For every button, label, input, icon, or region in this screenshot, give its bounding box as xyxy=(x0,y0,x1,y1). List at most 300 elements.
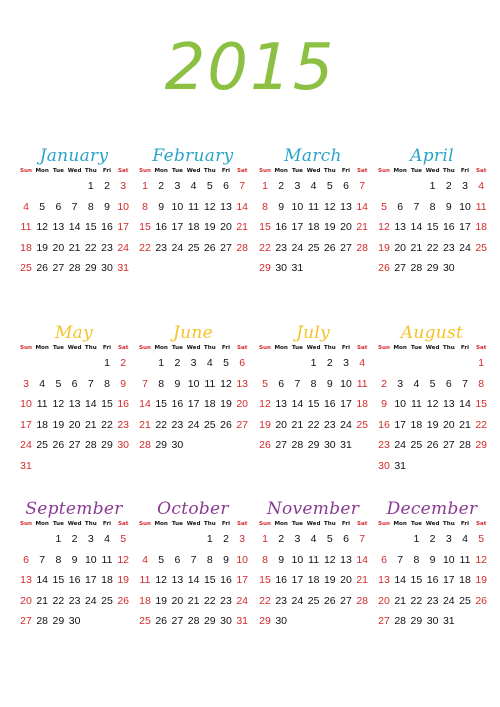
weekday-label: Mon xyxy=(274,521,288,527)
day-cell: 31 xyxy=(236,615,249,628)
day-cell: 15 xyxy=(410,574,423,587)
day-cell: 3 xyxy=(190,357,197,369)
day-cell: 29 xyxy=(426,262,439,275)
day-cell: 18 xyxy=(139,594,151,607)
day-cell: 14 xyxy=(236,200,249,213)
day-cell: 3 xyxy=(445,533,452,545)
day-cell: 11 xyxy=(204,377,216,390)
weekday-header xyxy=(257,343,369,353)
weekday-label: Tue xyxy=(52,345,64,351)
day-cell: 9 xyxy=(223,553,229,566)
day-cell: 22 xyxy=(101,418,113,431)
day-cell: 29 xyxy=(410,615,423,628)
day-cell: 28 xyxy=(291,439,304,452)
weekday-label: Sun xyxy=(20,168,32,174)
day-cell: 30 xyxy=(117,439,130,452)
day-cell: 3 xyxy=(239,533,246,545)
day-cell: 18 xyxy=(36,418,49,431)
day-cell: 14 xyxy=(356,200,369,213)
weekday-label: Sun xyxy=(20,521,32,527)
day-cell: 15 xyxy=(475,398,488,411)
day-cell: 29 xyxy=(475,439,488,452)
day-cell: 4 xyxy=(359,357,366,369)
day-cell: 30 xyxy=(323,439,336,452)
day-cell: 17 xyxy=(117,221,130,234)
day-cell: 13 xyxy=(275,398,288,411)
day-cell: 2 xyxy=(278,533,285,545)
day-cell: 19 xyxy=(52,418,65,431)
day-cell: 17 xyxy=(171,221,184,234)
weekday-label: Wed xyxy=(67,168,82,174)
day-cell: 24 xyxy=(394,439,407,452)
day-cell: 22 xyxy=(139,241,151,254)
day-cell: 23 xyxy=(275,594,288,607)
day-cell: 12 xyxy=(323,553,336,566)
day-cell: 27 xyxy=(236,418,249,431)
day-cell: 30 xyxy=(220,615,232,628)
month-name: August xyxy=(400,323,464,343)
weekday-label: Thu xyxy=(203,168,216,174)
weekday-header xyxy=(376,166,488,176)
day-cell: 8 xyxy=(429,200,436,213)
day-cell: 19 xyxy=(323,221,336,234)
weekday-label: Tue xyxy=(291,168,303,174)
day-cell: 16 xyxy=(378,418,390,431)
day-cell: 21 xyxy=(236,221,249,234)
day-cell: 24 xyxy=(340,418,352,431)
weekday-header xyxy=(376,519,488,529)
weekday-label: Thu xyxy=(84,521,97,527)
weekday-label: Mon xyxy=(274,168,288,174)
day-cell: 18 xyxy=(20,241,32,254)
day-cell: 1 xyxy=(262,180,268,192)
month-name: April xyxy=(410,146,454,166)
month-name: December xyxy=(386,499,478,519)
weekday-label: Mon xyxy=(35,345,49,351)
day-cell: 9 xyxy=(174,377,181,390)
month-name: September xyxy=(25,499,123,519)
day-cell: 9 xyxy=(445,200,452,213)
day-cell: 25 xyxy=(307,241,320,254)
day-cell: 18 xyxy=(203,398,216,411)
day-cell: 15 xyxy=(259,574,271,587)
day-cell: 12 xyxy=(378,221,390,234)
day-cell: 15 xyxy=(259,221,271,234)
day-cell: 2 xyxy=(381,377,387,390)
day-cell: 2 xyxy=(223,533,229,545)
weekday-label: Sun xyxy=(378,345,390,351)
day-cell: 28 xyxy=(236,241,249,254)
day-cell: 14 xyxy=(291,398,304,411)
day-cell: 6 xyxy=(397,200,404,213)
day-cell: 12 xyxy=(203,200,216,213)
day-cell: 12 xyxy=(155,574,168,587)
weekday-label: Thu xyxy=(442,521,455,527)
day-cell: 15 xyxy=(139,221,151,234)
weekday-label: Sun xyxy=(139,168,151,174)
day-cell: 25 xyxy=(139,615,151,628)
weekday-label: Tue xyxy=(410,168,422,174)
day-cell: 16 xyxy=(155,221,168,234)
weekday-label: Fri xyxy=(341,168,351,174)
day-cell: 18 xyxy=(307,574,320,587)
day-cell: 30 xyxy=(171,439,184,452)
day-cell: 24 xyxy=(171,241,184,254)
weekday-label: Tue xyxy=(52,168,64,174)
day-cell: 28 xyxy=(459,439,471,452)
weekday-label: Sun xyxy=(259,521,271,527)
weekday-label: Thu xyxy=(442,345,455,351)
day-cell: 31 xyxy=(291,262,304,275)
day-cell: 27 xyxy=(68,439,81,452)
day-cell: 7 xyxy=(239,180,246,192)
day-cell: 19 xyxy=(36,241,49,254)
day-cell: 30 xyxy=(68,615,81,628)
day-cell: 6 xyxy=(343,180,349,192)
day-cell: 1 xyxy=(262,533,268,545)
day-cell: 29 xyxy=(259,615,271,628)
day-cell: 19 xyxy=(323,574,336,587)
day-cell: 5 xyxy=(326,533,333,545)
day-cell: 4 xyxy=(142,553,148,566)
day-cell: 5 xyxy=(429,377,436,390)
day-cell: 1 xyxy=(429,180,436,192)
day-cell: 3 xyxy=(23,377,29,390)
day-cell: 11 xyxy=(356,377,368,390)
day-cell: 13 xyxy=(20,574,32,587)
day-cell: 4 xyxy=(413,377,420,390)
day-cell: 24 xyxy=(84,594,97,607)
weekday-header xyxy=(18,166,130,176)
day-cell: 7 xyxy=(359,180,366,192)
day-cell: 18 xyxy=(101,574,113,587)
day-cell: 23 xyxy=(378,439,390,452)
weekday-label: Tue xyxy=(291,345,303,351)
day-cell: 15 xyxy=(426,221,439,234)
day-cell: 23 xyxy=(442,241,455,254)
day-cell: 25 xyxy=(459,594,471,607)
day-cell: 17 xyxy=(394,418,407,431)
day-cell: 29 xyxy=(101,439,113,452)
day-cell: 7 xyxy=(142,377,148,390)
day-cell: 30 xyxy=(378,460,390,472)
day-cell: 13 xyxy=(442,398,455,411)
day-cell: 20 xyxy=(442,418,455,431)
month-name: January xyxy=(39,146,109,166)
day-cell: 21 xyxy=(84,418,97,431)
day-cell: 13 xyxy=(340,553,352,566)
day-cell: 27 xyxy=(442,439,455,452)
day-cell: 17 xyxy=(236,574,249,587)
day-cell: 27 xyxy=(52,262,65,275)
day-cell: 25 xyxy=(20,262,32,275)
day-cell: 14 xyxy=(68,221,81,234)
day-cell: 21 xyxy=(187,594,200,607)
day-cell: 3 xyxy=(294,180,301,192)
day-cell: 20 xyxy=(340,574,352,587)
weekday-label: Mon xyxy=(35,521,49,527)
day-cell: 2 xyxy=(429,533,436,545)
day-cell: 10 xyxy=(187,377,200,390)
day-cell: 14 xyxy=(139,398,151,411)
day-cell: 26 xyxy=(155,615,168,628)
day-cell: 1 xyxy=(310,357,317,369)
day-cell: 27 xyxy=(275,439,288,452)
weekday-label: Wed xyxy=(306,521,321,527)
day-cell: 19 xyxy=(117,574,130,587)
day-cell: 23 xyxy=(220,594,232,607)
day-cell: 6 xyxy=(71,377,78,390)
day-cell: 26 xyxy=(426,439,439,452)
day-cell: 28 xyxy=(68,262,81,275)
day-cell: 13 xyxy=(236,377,249,390)
day-cell: 3 xyxy=(174,180,181,192)
day-cell: 13 xyxy=(52,221,65,234)
day-cell: 23 xyxy=(101,241,113,254)
day-cell: 24 xyxy=(291,594,304,607)
day-cell: 23 xyxy=(426,594,439,607)
weekday-label: Wed xyxy=(425,521,440,527)
weekday-label: Fri xyxy=(221,345,231,351)
day-cell: 23 xyxy=(68,594,81,607)
day-cell: 10 xyxy=(291,200,304,213)
day-cell: 10 xyxy=(340,377,352,390)
day-cell: 8 xyxy=(104,377,110,390)
weekday-label: Mon xyxy=(154,521,168,527)
day-cell: 19 xyxy=(475,574,488,587)
day-cell: 31 xyxy=(20,460,32,472)
weekday-label: Tue xyxy=(171,345,183,351)
day-cell: 25 xyxy=(101,594,113,607)
day-cell: 18 xyxy=(356,398,369,411)
month-name: October xyxy=(157,499,229,519)
day-cell: 26 xyxy=(117,594,130,607)
day-cell: 8 xyxy=(310,377,317,390)
day-cell: 23 xyxy=(323,418,336,431)
weekday-label: Mon xyxy=(393,521,407,527)
day-cell: 1 xyxy=(478,357,485,369)
day-cell: 16 xyxy=(275,574,288,587)
day-cell: 16 xyxy=(442,221,455,234)
day-cell: 5 xyxy=(39,200,46,213)
day-cell: 9 xyxy=(104,200,110,213)
day-cell: 20 xyxy=(20,594,32,607)
day-cell: 1 xyxy=(55,533,62,545)
day-cell: 16 xyxy=(171,398,184,411)
day-cell: 24 xyxy=(187,418,200,431)
weekday-label: Wed xyxy=(186,521,201,527)
day-cell: 1 xyxy=(87,180,94,192)
day-cell: 12 xyxy=(323,200,336,213)
day-cell: 16 xyxy=(426,574,439,587)
day-cell: 30 xyxy=(275,262,288,275)
weekday-label: Tue xyxy=(410,345,422,351)
day-cell: 19 xyxy=(378,241,390,254)
day-cell: 13 xyxy=(220,200,232,213)
day-cell: 8 xyxy=(206,553,213,566)
weekday-header xyxy=(137,519,249,529)
day-cell: 21 xyxy=(356,221,369,234)
day-cell: 9 xyxy=(326,377,333,390)
day-cell: 25 xyxy=(410,439,423,452)
day-cell: 8 xyxy=(142,200,148,213)
weekday-label: Sat xyxy=(475,521,487,527)
weekday-header xyxy=(137,343,249,353)
weekday-header xyxy=(18,343,130,353)
day-cell: 8 xyxy=(413,553,420,566)
weekday-header xyxy=(18,519,130,529)
weekday-label: Sat xyxy=(117,521,129,527)
day-cell: 31 xyxy=(442,615,455,628)
weekday-label: Fri xyxy=(102,345,112,351)
weekday-label: Fri xyxy=(460,345,470,351)
weekday-label: Sun xyxy=(378,168,390,174)
day-cell: 5 xyxy=(120,533,127,545)
day-cell: 7 xyxy=(71,200,78,213)
day-cell: 20 xyxy=(394,241,407,254)
day-cell: 2 xyxy=(71,533,78,545)
day-cell: 13 xyxy=(171,574,184,587)
day-cell: 3 xyxy=(397,377,404,390)
day-cell: 8 xyxy=(262,200,268,213)
weekday-label: Tue xyxy=(171,168,183,174)
day-cell: 14 xyxy=(394,574,407,587)
weekday-header xyxy=(137,166,249,176)
weekday-label: Sat xyxy=(475,168,487,174)
day-cell: 1 xyxy=(413,533,420,545)
day-cell: 15 xyxy=(101,398,113,411)
weekday-label: Tue xyxy=(171,521,183,527)
day-cell: 22 xyxy=(155,418,168,431)
weekday-label: Wed xyxy=(306,345,321,351)
day-cell: 18 xyxy=(475,221,488,234)
day-cell: 6 xyxy=(445,377,452,390)
weekday-header xyxy=(376,343,488,353)
day-cell: 11 xyxy=(475,200,487,213)
day-cell: 31 xyxy=(394,460,407,472)
day-cell: 10 xyxy=(236,553,249,566)
day-cell: 2 xyxy=(445,180,452,192)
weekday-label: Sat xyxy=(236,521,248,527)
day-cell: 20 xyxy=(171,594,184,607)
day-cell: 17 xyxy=(187,398,200,411)
day-cell: 18 xyxy=(187,221,200,234)
day-cell: 5 xyxy=(55,377,62,390)
day-cell: 13 xyxy=(378,574,390,587)
weekday-label: Thu xyxy=(84,345,97,351)
day-cell: 22 xyxy=(307,418,320,431)
day-cell: 12 xyxy=(220,377,232,390)
day-cell: 20 xyxy=(340,221,352,234)
day-cell: 17 xyxy=(459,221,471,234)
weekday-header xyxy=(257,519,369,529)
day-cell: 17 xyxy=(340,398,352,411)
day-cell: 12 xyxy=(52,398,65,411)
day-cell: 26 xyxy=(203,241,216,254)
day-cell: 1 xyxy=(142,180,148,192)
day-cell: 4 xyxy=(39,377,46,390)
day-cell: 16 xyxy=(275,221,288,234)
weekday-label: Sun xyxy=(139,521,151,527)
month-name: June xyxy=(173,323,213,343)
day-cell: 4 xyxy=(206,357,213,369)
day-cell: 6 xyxy=(223,180,229,192)
day-cell: 5 xyxy=(381,200,387,213)
day-cell: 21 xyxy=(68,241,81,254)
day-cell: 3 xyxy=(343,357,349,369)
day-cell: 23 xyxy=(275,241,288,254)
day-cell: 21 xyxy=(356,574,369,587)
weekday-label: Sun xyxy=(259,168,271,174)
day-cell: 14 xyxy=(410,221,423,234)
day-cell: 29 xyxy=(52,615,65,628)
day-cell: 15 xyxy=(155,398,168,411)
day-cell: 21 xyxy=(36,594,49,607)
day-cell: 10 xyxy=(84,553,97,566)
day-cell: 24 xyxy=(291,241,304,254)
weekday-label: Fri xyxy=(221,168,231,174)
weekday-label: Sat xyxy=(236,168,248,174)
day-cell: 2 xyxy=(278,180,285,192)
weekday-label: Sat xyxy=(117,345,129,351)
day-cell: 29 xyxy=(155,439,168,452)
day-cell: 13 xyxy=(394,221,407,234)
day-cell: 22 xyxy=(259,594,271,607)
day-cell: 11 xyxy=(308,553,320,566)
day-cell: 27 xyxy=(378,615,390,628)
weekday-label: Thu xyxy=(323,521,336,527)
day-cell: 10 xyxy=(394,398,407,411)
day-cell: 16 xyxy=(117,398,130,411)
weekday-label: Wed xyxy=(425,345,440,351)
day-cell: 14 xyxy=(84,398,97,411)
day-cell: 22 xyxy=(259,241,271,254)
day-cell: 10 xyxy=(117,200,130,213)
weekday-label: Fri xyxy=(341,345,351,351)
day-cell: 14 xyxy=(459,398,471,411)
day-cell: 21 xyxy=(459,418,471,431)
weekday-label: Fri xyxy=(102,521,112,527)
weekday-label: Thu xyxy=(323,168,336,174)
day-cell: 28 xyxy=(356,594,369,607)
day-cell: 11 xyxy=(101,553,113,566)
weekday-label: Mon xyxy=(154,345,168,351)
day-cell: 29 xyxy=(203,615,216,628)
day-cell: 27 xyxy=(340,241,352,254)
day-cell: 25 xyxy=(307,594,320,607)
day-cell: 12 xyxy=(36,221,49,234)
day-cell: 28 xyxy=(410,262,423,275)
day-cell: 8 xyxy=(87,200,94,213)
day-cell: 6 xyxy=(381,553,387,566)
day-cell: 19 xyxy=(259,418,271,431)
day-cell: 2 xyxy=(104,180,110,192)
day-cell: 14 xyxy=(356,553,369,566)
day-cell: 1 xyxy=(158,357,165,369)
day-cell: 20 xyxy=(220,221,232,234)
day-cell: 18 xyxy=(410,418,423,431)
day-cell: 20 xyxy=(378,594,390,607)
weekday-label: Sun xyxy=(139,345,151,351)
day-cell: 3 xyxy=(120,180,127,192)
weekday-label: Thu xyxy=(84,168,97,174)
day-cell: 19 xyxy=(426,418,439,431)
day-cell: 17 xyxy=(291,221,304,234)
day-cell: 8 xyxy=(478,377,485,390)
day-cell: 7 xyxy=(359,533,366,545)
day-cell: 7 xyxy=(190,553,197,566)
day-cell: 26 xyxy=(220,418,232,431)
